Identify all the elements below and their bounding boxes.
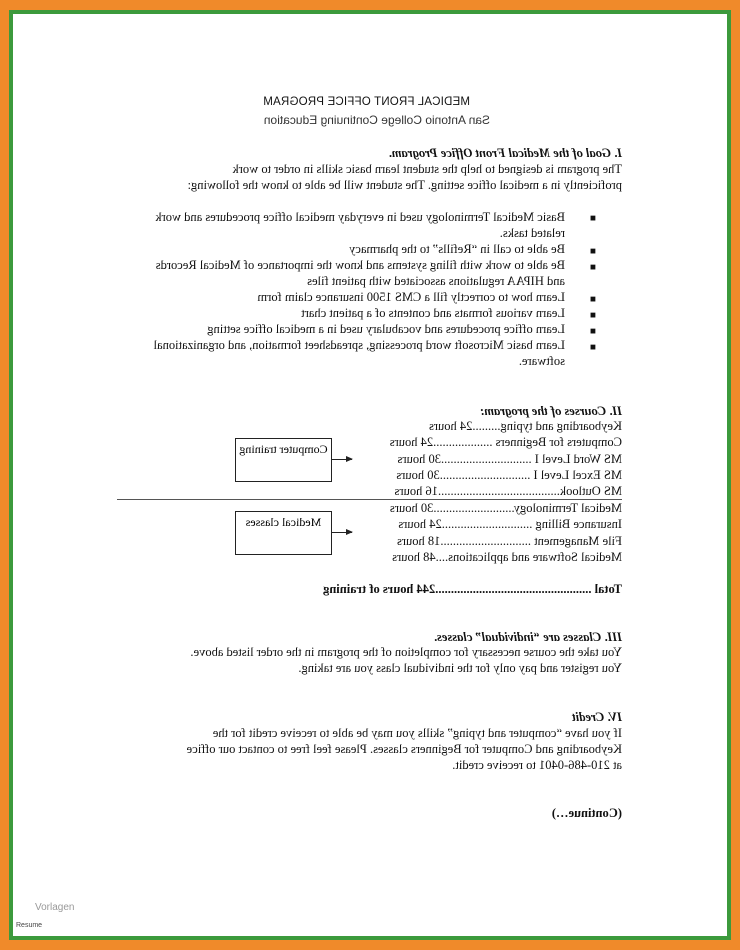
bullet-5-line-1: Learn various formats and contents of a patient chart <box>301 306 565 320</box>
bullet-6-line-1: Learn office procedures and vocabulary used in a medical office setting <box>207 322 565 336</box>
bullet-marker: ■ <box>589 342 596 353</box>
bullet-marker: ■ <box>589 213 596 224</box>
medical-arrow-icon <box>332 532 352 533</box>
medical-course-2: Insurance Billing .............................24 hours <box>398 517 622 531</box>
section-1-intro-line-1: The program is designed to help the student learn basic skills in order to work <box>232 162 622 176</box>
bullet-marker: ■ <box>589 294 596 305</box>
bullet-1-line-1: Basic Medical Terminology used in everyday medical office procedures and work <box>155 210 565 224</box>
section-4-heading: IV. Credit <box>572 710 622 724</box>
bullet-3-line-1: Be able to work with filing systems and know the importance of Medical Records <box>155 258 565 272</box>
medical-course-3: File Management .............................18 hours <box>397 534 622 548</box>
medical-course-4: Medical Software and applications....48 hours <box>392 550 622 564</box>
section-3-line-1: You take the course necessary for completion of the program in the order listed above. <box>190 645 622 659</box>
computer-course-3: MS Word Level I .............................30 hours <box>397 452 622 466</box>
bullet-marker: ■ <box>589 326 596 337</box>
computer-course-1: Keyboarding and typing.........24 hours <box>428 419 622 433</box>
computer-course-5: MS Outlook.......................................16 hours <box>394 484 622 498</box>
watermark-text: Vorlagen <box>35 902 75 913</box>
medical-classes-box: Medical classes <box>235 511 332 555</box>
bullet-7-line-2: software. <box>518 354 565 368</box>
section-1-intro-line-2: proficiently in a medical office setting. The student will be able to know the following: <box>187 178 622 192</box>
bullet-marker: ■ <box>589 310 596 321</box>
bullet-marker: ■ <box>589 262 596 273</box>
document-title: MEDICAL FRONT OFFICE PROGRAM <box>263 96 470 108</box>
computer-training-box: Computer training <box>235 438 332 482</box>
section-1-heading: I. Goal of the Medical Front Office Program. <box>388 146 622 160</box>
section-4-line-3: at 210-486-0401 to receive credit. <box>452 758 622 772</box>
bullet-1-line-2: related tasks. <box>499 226 565 240</box>
section-3-line-2: You register and pay only for the individual class you are taking. <box>298 661 622 675</box>
computer-arrow-icon <box>332 459 352 460</box>
section-4-line-2: Keyboarding and Computer for Beginners classes. Please feel free to contact our office <box>186 742 622 756</box>
bullet-3-line-2: and HIPAA regulations associated with patient files <box>307 274 565 288</box>
bullet-4-line-1: Learn how to correctly fill a CMS 1500 insurance claim form <box>257 290 565 304</box>
computer-course-2: Computers for Beginners ...................24 hours <box>389 435 622 449</box>
program-total: Total ..................................................244 hours of training <box>323 582 622 596</box>
section-divider <box>117 499 622 500</box>
bullet-2-line-1: Be able to call in “Refills” to the pharmacy <box>349 242 565 256</box>
section-3-heading: III. Classes are “individual” classes. <box>433 630 622 644</box>
watermark-small-text: Resume <box>16 922 43 929</box>
document-subtitle: San Antonio College Continuing Education <box>263 113 490 127</box>
section-2-heading: II. Courses of the program: <box>479 404 622 418</box>
section-4-line-1: If you have “computer and typing” skills you may be able to receive credit for the <box>212 726 622 740</box>
bullet-7-line-1: Learn basic Microsoft word processing, spreadsheet formation, and organizational <box>153 338 565 352</box>
bullet-marker: ■ <box>589 246 596 257</box>
continue-note: (Continue…) <box>551 806 622 820</box>
computer-course-4: MS Excel Level I .............................30 hours <box>396 468 622 482</box>
medical-course-1: Medical Terminology..........................30 hours <box>389 501 622 515</box>
